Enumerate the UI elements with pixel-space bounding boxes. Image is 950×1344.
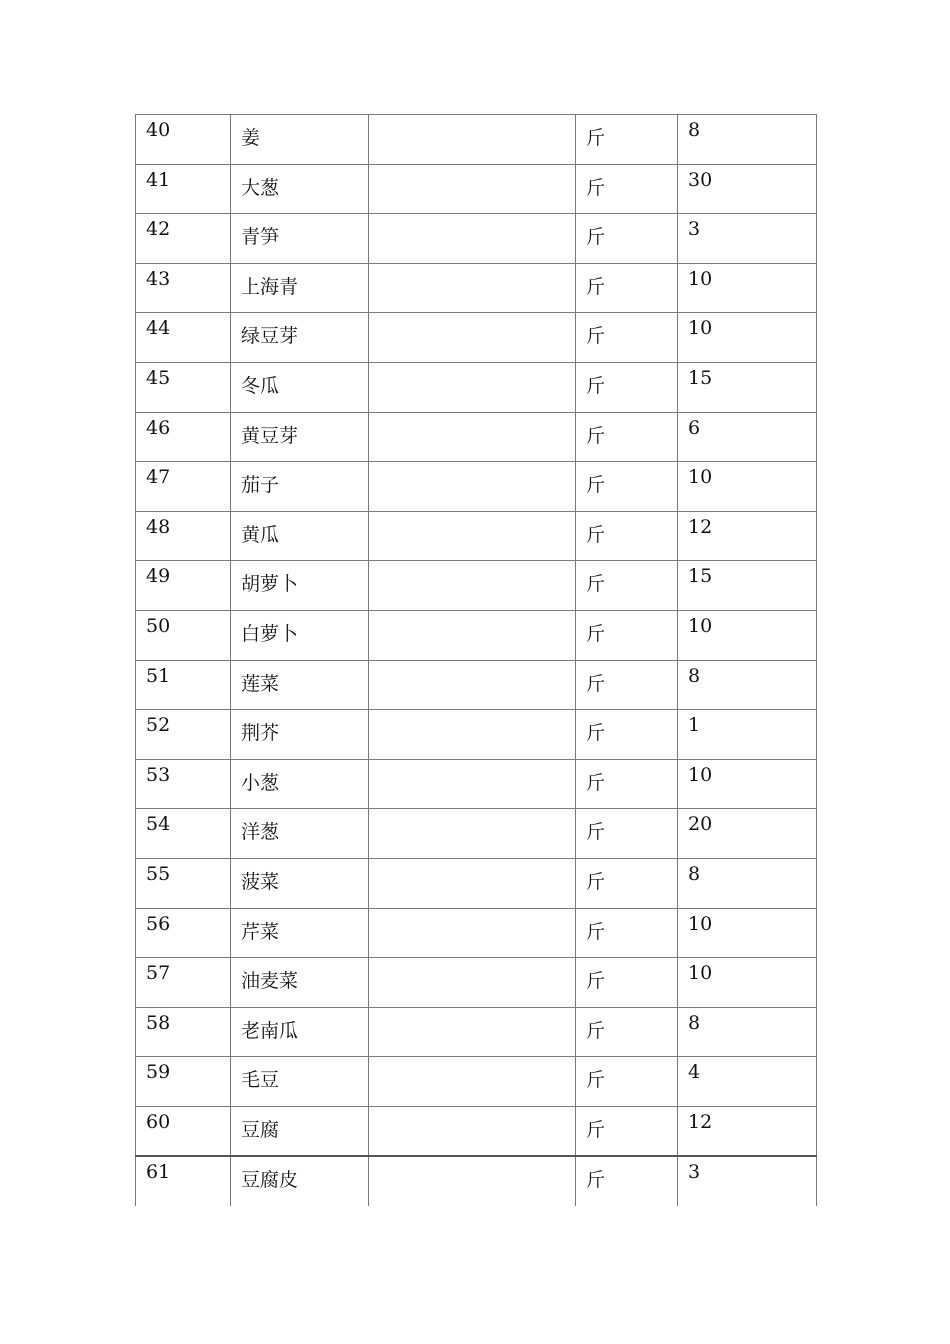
- quantity-text: 10: [688, 912, 713, 935]
- quantity-text: 3: [688, 218, 701, 241]
- table-row: [136, 858, 817, 908]
- spec-cell: [369, 1007, 576, 1057]
- row-number-text: 41: [146, 168, 171, 191]
- item-name-text: 黄豆芽: [241, 424, 299, 447]
- item-name-cell: [231, 958, 369, 1008]
- quantity-cell: [678, 1057, 817, 1107]
- unit-cell: [576, 412, 678, 462]
- spec-cell: [369, 164, 576, 214]
- row-number-cell: [136, 809, 231, 859]
- item-name-cell: [231, 660, 369, 710]
- unit-cell: [576, 908, 678, 958]
- spec-cell: [369, 561, 576, 611]
- quantity-cell: [678, 214, 817, 264]
- item-name-cell: [231, 115, 369, 165]
- row-number-text: 55: [146, 862, 171, 885]
- table-row: [136, 362, 817, 412]
- unit-text: 斤: [586, 523, 606, 546]
- quantity-text: 10: [688, 763, 713, 786]
- item-name-text: 上海青: [241, 275, 299, 298]
- item-name-cell: [231, 511, 369, 561]
- item-name-cell: [231, 362, 369, 412]
- row-number-cell: [136, 908, 231, 958]
- vegetable-quantity-table: [135, 114, 817, 1206]
- row-number-text: 56: [146, 912, 171, 935]
- quantity-text: 10: [688, 317, 713, 340]
- item-name-text: 荆芥: [241, 722, 280, 745]
- spec-cell: [369, 115, 576, 165]
- unit-cell: [576, 164, 678, 214]
- quantity-text: 12: [688, 1110, 713, 1133]
- quantity-cell: [678, 164, 817, 214]
- spec-cell: [369, 958, 576, 1008]
- unit-cell: [576, 313, 678, 363]
- table-row: [136, 511, 817, 561]
- row-number-text: 47: [146, 466, 171, 489]
- quantity-text: 8: [688, 1011, 701, 1034]
- quantity-cell: [678, 1156, 817, 1206]
- table-row: [136, 908, 817, 958]
- row-number-cell: [136, 1156, 231, 1206]
- item-name-text: 豆腐: [241, 1118, 280, 1141]
- item-name-cell: [231, 809, 369, 859]
- quantity-text: 3: [688, 1160, 701, 1183]
- table-body: [136, 115, 817, 1206]
- quantity-text: 15: [688, 366, 713, 389]
- row-number-text: 48: [146, 515, 171, 538]
- unit-text: 斤: [586, 622, 606, 645]
- spec-cell: [369, 759, 576, 809]
- item-name-text: 小葱: [241, 771, 280, 794]
- unit-cell: [576, 1106, 678, 1156]
- item-name-text: 茄子: [241, 474, 280, 497]
- table-row: [136, 1156, 817, 1206]
- item-name-cell: [231, 313, 369, 363]
- item-name-cell: [231, 858, 369, 908]
- spec-cell: [369, 412, 576, 462]
- row-number-text: 54: [146, 813, 171, 836]
- table-row: [136, 1007, 817, 1057]
- spec-cell: [369, 1156, 576, 1206]
- row-number-cell: [136, 660, 231, 710]
- spec-cell: [369, 462, 576, 512]
- item-name-cell: [231, 412, 369, 462]
- spec-cell: [369, 1057, 576, 1107]
- row-number-cell: [136, 1057, 231, 1107]
- spec-cell: [369, 809, 576, 859]
- item-name-text: 黄瓜: [241, 523, 280, 546]
- row-number-cell: [136, 1007, 231, 1057]
- quantity-cell: [678, 858, 817, 908]
- row-number-cell: [136, 115, 231, 165]
- unit-cell: [576, 858, 678, 908]
- table-row: [136, 610, 817, 660]
- quantity-cell: [678, 610, 817, 660]
- row-number-text: 58: [146, 1011, 171, 1034]
- spec-cell: [369, 660, 576, 710]
- item-name-text: 芹菜: [241, 920, 280, 943]
- quantity-cell: [678, 462, 817, 512]
- row-number-cell: [136, 1106, 231, 1156]
- quantity-text: 10: [688, 267, 713, 290]
- quantity-cell: [678, 759, 817, 809]
- spec-cell: [369, 858, 576, 908]
- spec-cell: [369, 313, 576, 363]
- unit-cell: [576, 462, 678, 512]
- quantity-cell: [678, 412, 817, 462]
- item-name-text: 冬瓜: [241, 374, 280, 397]
- unit-text: 斤: [586, 672, 606, 695]
- row-number-cell: [136, 858, 231, 908]
- unit-text: 斤: [586, 1168, 606, 1191]
- unit-text: 斤: [586, 275, 606, 298]
- table-row: [136, 263, 817, 313]
- quantity-cell: [678, 1106, 817, 1156]
- item-name-text: 油麦菜: [241, 970, 299, 993]
- row-number-text: 49: [146, 565, 171, 588]
- row-number-cell: [136, 412, 231, 462]
- quantity-text: 20: [688, 813, 713, 836]
- unit-cell: [576, 1007, 678, 1057]
- quantity-cell: [678, 958, 817, 1008]
- item-name-cell: [231, 1057, 369, 1107]
- unit-cell: [576, 660, 678, 710]
- unit-text: 斤: [586, 424, 606, 447]
- item-name-cell: [231, 1156, 369, 1206]
- table-row: [136, 214, 817, 264]
- spec-cell: [369, 908, 576, 958]
- row-number-text: 59: [146, 1061, 171, 1084]
- item-name-text: 老南瓜: [241, 1019, 299, 1042]
- quantity-text: 8: [688, 119, 701, 141]
- row-number-cell: [136, 610, 231, 660]
- row-number-text: 51: [146, 664, 171, 687]
- quantity-cell: [678, 511, 817, 561]
- unit-cell: [576, 710, 678, 760]
- row-number-cell: [136, 214, 231, 264]
- table-row: [136, 1057, 817, 1107]
- unit-cell: [576, 958, 678, 1008]
- table-row: [136, 462, 817, 512]
- item-name-text: 绿豆芽: [241, 325, 299, 348]
- row-number-text: 45: [146, 366, 171, 389]
- table-row: [136, 958, 817, 1008]
- unit-cell: [576, 263, 678, 313]
- row-number-text: 61: [146, 1160, 171, 1183]
- table-row: [136, 164, 817, 214]
- quantity-text: 6: [688, 416, 701, 439]
- row-number-text: 53: [146, 763, 171, 786]
- unit-text: 斤: [586, 970, 606, 993]
- item-name-text: 胡萝卜: [241, 573, 299, 596]
- row-number-text: 42: [146, 218, 171, 241]
- unit-cell: [576, 214, 678, 264]
- quantity-cell: [678, 710, 817, 760]
- unit-text: 斤: [586, 226, 606, 249]
- item-name-text: 莲菜: [241, 672, 280, 695]
- item-name-text: 大葱: [241, 176, 280, 199]
- unit-text: 斤: [586, 771, 606, 794]
- table-row: [136, 561, 817, 611]
- item-name-cell: [231, 561, 369, 611]
- item-name-cell: [231, 1007, 369, 1057]
- row-number-text: 46: [146, 416, 171, 439]
- spec-cell: [369, 511, 576, 561]
- spec-cell: [369, 214, 576, 264]
- item-name-cell: [231, 610, 369, 660]
- quantity-cell: [678, 809, 817, 859]
- table-row: [136, 313, 817, 363]
- unit-text: 斤: [586, 722, 606, 745]
- item-name-cell: [231, 214, 369, 264]
- unit-text: 斤: [586, 374, 606, 397]
- quantity-text: 10: [688, 614, 713, 637]
- item-name-text: 菠菜: [241, 870, 280, 893]
- unit-text: 斤: [586, 1019, 606, 1042]
- row-number-cell: [136, 958, 231, 1008]
- row-number-cell: [136, 313, 231, 363]
- item-name-cell: [231, 759, 369, 809]
- item-name-cell: [231, 164, 369, 214]
- unit-text: 斤: [586, 474, 606, 497]
- item-name-text: 青笋: [241, 226, 280, 249]
- quantity-text: 1: [688, 714, 701, 737]
- quantity-cell: [678, 908, 817, 958]
- row-number-text: 43: [146, 267, 171, 290]
- quantity-cell: [678, 660, 817, 710]
- table-row: [136, 710, 817, 760]
- item-name-text: 豆腐皮: [241, 1168, 299, 1191]
- unit-cell: [576, 362, 678, 412]
- row-number-cell: [136, 164, 231, 214]
- unit-cell: [576, 610, 678, 660]
- unit-text: 斤: [586, 821, 606, 844]
- row-number-text: 40: [146, 119, 171, 141]
- row-number-text: 44: [146, 317, 171, 340]
- table-row: [136, 115, 817, 165]
- spec-cell: [369, 710, 576, 760]
- quantity-text: 10: [688, 466, 713, 489]
- table-row: [136, 759, 817, 809]
- quantity-text: 15: [688, 565, 713, 588]
- row-number-cell: [136, 511, 231, 561]
- row-number-text: 57: [146, 962, 171, 985]
- table-row: [136, 1106, 817, 1156]
- unit-text: 斤: [586, 176, 606, 199]
- quantity-text: 8: [688, 862, 701, 885]
- row-number-cell: [136, 462, 231, 512]
- unit-cell: [576, 759, 678, 809]
- unit-cell: [576, 809, 678, 859]
- unit-cell: [576, 561, 678, 611]
- unit-text: 斤: [586, 325, 606, 348]
- unit-text: 斤: [586, 127, 606, 149]
- unit-cell: [576, 511, 678, 561]
- item-name-cell: [231, 1106, 369, 1156]
- quantity-cell: [678, 115, 817, 165]
- quantity-text: 4: [688, 1061, 701, 1084]
- quantity-cell: [678, 1007, 817, 1057]
- unit-text: 斤: [586, 870, 606, 893]
- quantity-cell: [678, 561, 817, 611]
- unit-cell: [576, 1057, 678, 1107]
- row-number-text: 52: [146, 714, 171, 737]
- spec-cell: [369, 263, 576, 313]
- unit-cell: [576, 115, 678, 165]
- table-row: [136, 660, 817, 710]
- row-number-text: 50: [146, 614, 171, 637]
- item-name-cell: [231, 908, 369, 958]
- row-number-cell: [136, 561, 231, 611]
- item-name-cell: [231, 462, 369, 512]
- quantity-text: 10: [688, 962, 713, 985]
- item-name-cell: [231, 710, 369, 760]
- unit-cell: [576, 1156, 678, 1206]
- unit-text: 斤: [586, 920, 606, 943]
- unit-text: 斤: [586, 1069, 606, 1092]
- spec-cell: [369, 362, 576, 412]
- document-page: [135, 114, 816, 1206]
- quantity-text: 12: [688, 515, 713, 538]
- row-number-cell: [136, 362, 231, 412]
- spec-cell: [369, 1106, 576, 1156]
- table-row: [136, 412, 817, 462]
- table-row: [136, 809, 817, 859]
- item-name-cell: [231, 263, 369, 313]
- item-name-text: 姜: [241, 127, 261, 149]
- row-number-text: 60: [146, 1110, 171, 1133]
- quantity-text: 30: [688, 168, 713, 191]
- item-name-text: 白萝卜: [241, 622, 299, 645]
- unit-text: 斤: [586, 1118, 606, 1141]
- row-number-cell: [136, 710, 231, 760]
- quantity-cell: [678, 263, 817, 313]
- quantity-text: 8: [688, 664, 701, 687]
- quantity-cell: [678, 362, 817, 412]
- item-name-text: 洋葱: [241, 821, 280, 844]
- row-number-cell: [136, 263, 231, 313]
- spec-cell: [369, 610, 576, 660]
- quantity-cell: [678, 313, 817, 363]
- item-name-text: 毛豆: [241, 1069, 280, 1092]
- unit-text: 斤: [586, 573, 606, 596]
- row-number-cell: [136, 759, 231, 809]
